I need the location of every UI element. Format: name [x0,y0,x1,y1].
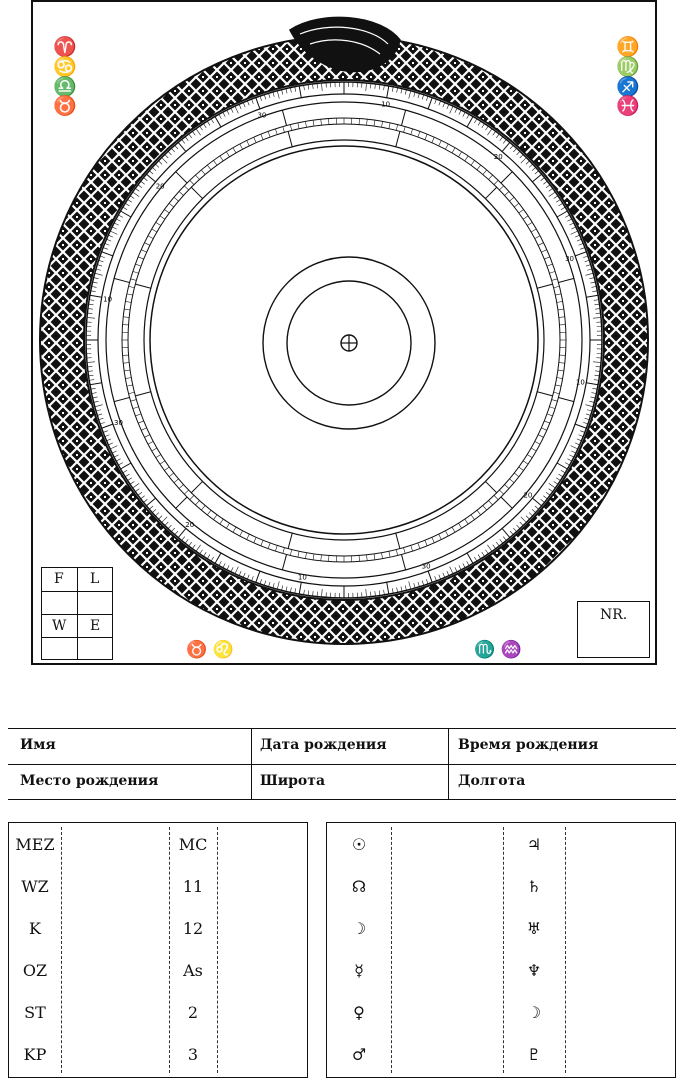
jupiter-icon: ♃ [526,835,542,854]
house-label-kp: KP [23,1045,47,1064]
scale-number: 10 [381,100,391,109]
scale-number: 30 [114,419,123,428]
house-label-oz: OZ [22,961,48,980]
saturn-icon: ♄ [526,877,542,896]
venus-icon: ♀ [353,1003,365,1022]
birth-place-label: Место рождения [20,773,159,789]
mars-icon: ♂ [351,1045,367,1064]
sun-icon: ☉ [351,835,367,854]
mercury-icon: ☿ [354,961,364,980]
libra-icon: ♎ [53,76,77,98]
corner-signs-bottom-right: ♏ ♒ [474,640,522,660]
corner-signs-bottom-left: ♉ ♌ [186,640,234,660]
gemini-icon: ♊ [616,36,640,58]
ouroboros-snake [40,17,648,644]
house-label-mez: MEZ [15,835,55,854]
scale-number: 10 [575,378,585,387]
element-fire: F [54,571,64,587]
birth-info-block [8,728,676,800]
moon-icon: ☽ [351,919,367,938]
scale-number: 30 [565,254,574,263]
element-earth: E [90,618,101,634]
number-box[interactable] [577,601,650,658]
virgo-icon: ♍ [616,56,640,78]
house-label-3: 3 [187,1045,199,1064]
pluto-icon: ♇ [526,1045,542,1064]
scale-number: 30 [257,111,267,120]
pisces-icon: ♓ [616,95,640,117]
house-label-wz: WZ [21,877,49,896]
scale-number: 30 [421,562,431,571]
black-moon-icon: ☽ [526,1003,542,1022]
house-label-2: 2 [187,1003,199,1022]
element-water: W [52,618,67,634]
element-air: L [90,571,100,587]
name-label: Имя [20,737,56,753]
house-label-mc: MC [178,835,208,854]
house-label-st: ST [24,1003,46,1022]
houses-table [8,822,308,1078]
house-label-12: 12 [182,919,204,938]
taurus-icon: ♉ [53,95,77,117]
scale-number: 20 [523,491,533,500]
birth-time-label: Время рождения [458,737,599,753]
aries-icon: ♈ [53,36,77,58]
neptune-icon: ♆ [526,961,542,980]
longitude-label: Долгота [458,773,526,789]
scale-number: 20 [493,153,503,162]
latitude-label: Широта [260,773,326,789]
inner-circle [150,146,538,534]
sagittarius-icon: ♐ [616,76,640,98]
north-node-icon: ☊ [351,877,367,896]
scale-number: 10 [297,573,307,582]
scale-number: 20 [185,520,195,529]
number-label: NR. [600,607,628,623]
house-ring [106,102,582,578]
center-cross-icon [341,335,357,351]
cancer-icon: ♋ [53,56,77,78]
scale-number: 10 [103,295,113,304]
house-label-k: K [29,919,41,938]
scale-number: 20 [155,182,165,191]
birth-date-label: Дата рождения [260,737,387,753]
outer-degree-scale [86,82,602,598]
house-label-11: 11 [182,877,204,896]
uranus-icon: ♅ [526,919,542,938]
house-label-as: As [183,961,203,980]
planets-table [326,822,676,1078]
elements-box [41,567,113,660]
